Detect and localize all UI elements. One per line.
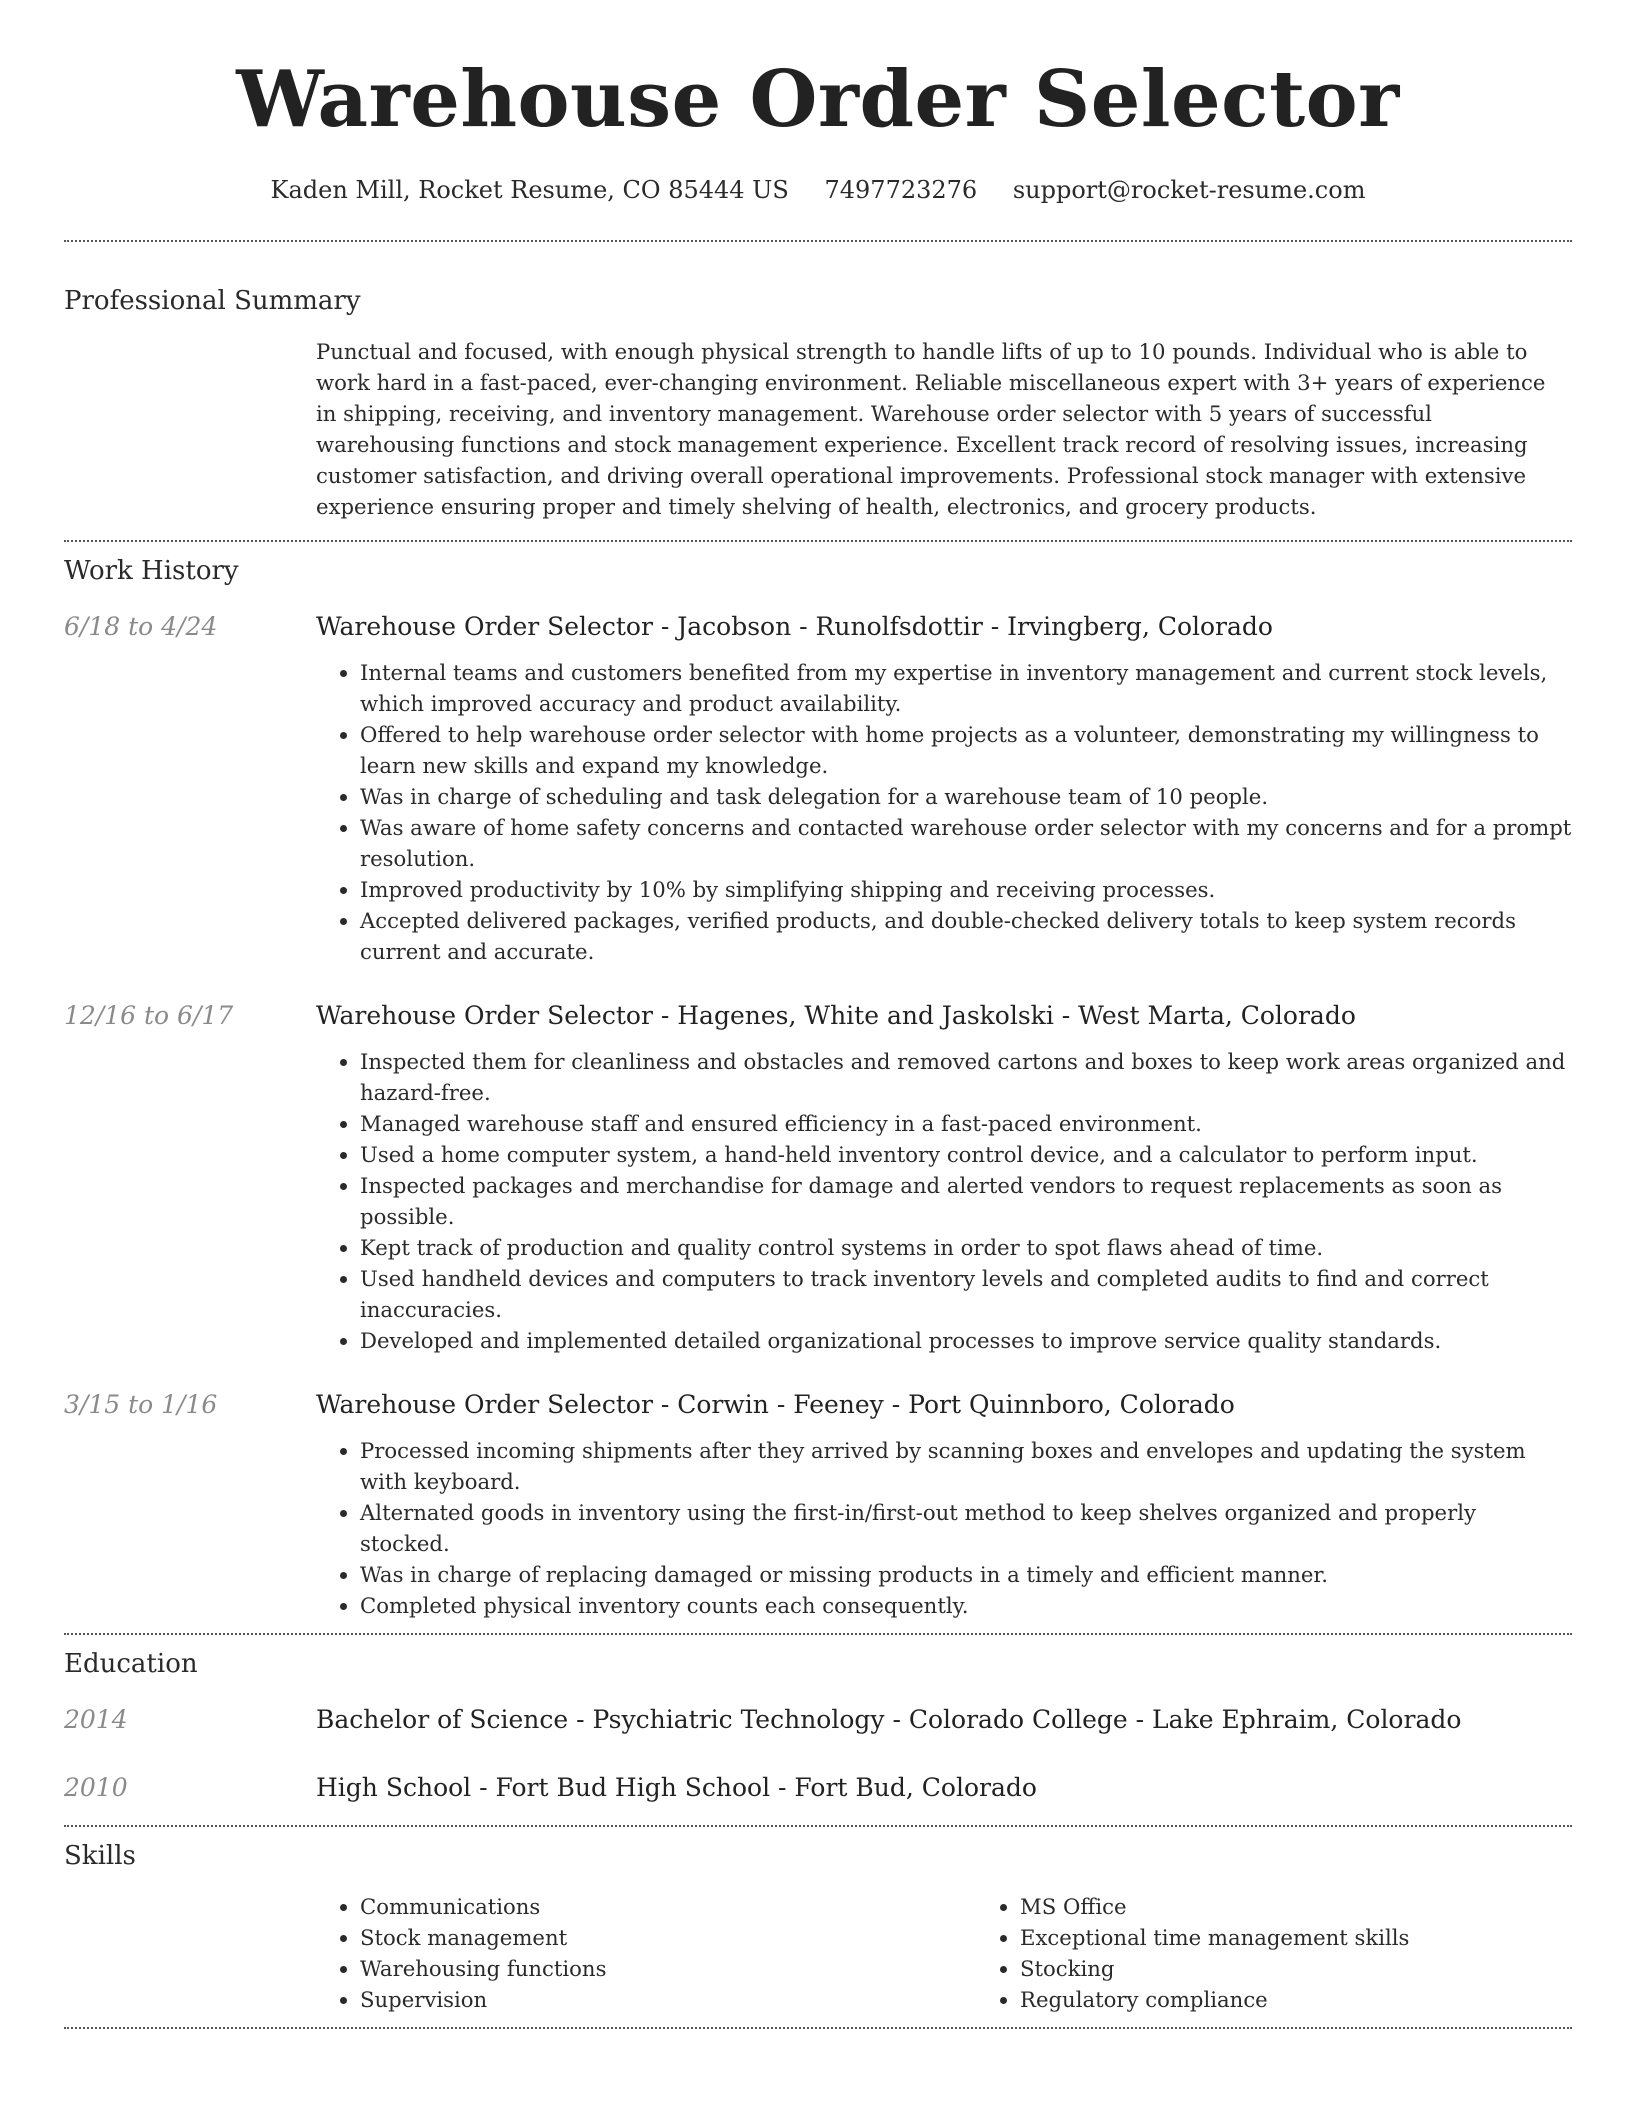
list-item: • Supervision (360, 1984, 976, 2015)
divider (64, 1825, 1572, 1827)
education-year: 2010 (64, 1773, 128, 1802)
contact-email: support@rocket-resume.com (1012, 176, 1366, 204)
list-item: • Was aware of home safety concerns and contacted warehouse order selector with my concerns and for a prompt resolution. (360, 812, 1572, 874)
job-title: Warehouse Order Selector - Jacobson - Runolfsdottir - Irvingberg, Colorado (316, 612, 1273, 641)
education-section (64, 1647, 1572, 1805)
divider (64, 2027, 1572, 2029)
job-dates: 12/16 to 6/17 (64, 1001, 234, 1030)
list-item: • Alternated goods in inventory using the first-in/first-out method to keep shelves organized and properly stocked. (360, 1497, 1572, 1559)
education-year: 2014 (64, 1705, 128, 1734)
job-title: Warehouse Order Selector - Corwin - Feeney - Port Quinnboro, Colorado (316, 1390, 1235, 1419)
list-item: • MS Office (1020, 1891, 1632, 1922)
list-item: • Was in charge of replacing damaged or missing products in a timely and efficient manner. (360, 1559, 1572, 1590)
section-title-skills: Skills (64, 1841, 136, 1871)
list-item: • Kept track of production and quality control systems in order to spot flaws ahead of time. (360, 1232, 1572, 1263)
contact-line (64, 174, 1572, 206)
job-title: Warehouse Order Selector - Hagenes, White and Jaskolski - West Marta, Colorado (316, 1001, 1356, 1030)
divider (64, 540, 1572, 542)
job-bullets (316, 657, 1572, 967)
education-entry (64, 1703, 1572, 1737)
list-item: • Exceptional time management skills (1020, 1922, 1632, 1953)
summary-text: Punctual and focused, with enough physical strength to handle lifts of up to 10 pounds. Individual who is able to work hard in a fast-paced, ever-changing environment. Reliable miscellaneous expert with 3+ years of experience in shipping, receiving, and inventory management. Warehouse order selector with 5 years of successful warehousing functions and stock management experience. Excellent track record of resolving issues, increasing customer satisfaction, and driving overall operational improvements. Professional stock manager with extensive experience ensuring proper and timely shelving of health, electronics, and grocery products. (316, 339, 1546, 519)
summary-section (64, 284, 1572, 522)
skills-list-left (316, 1891, 976, 2015)
list-item: • Internal teams and customers benefited from my expertise in inventory management and current stock levels, which improved accuracy and product availability. (360, 657, 1572, 719)
list-item: • Developed and implemented detailed organizational processes to improve service quality standards. (360, 1325, 1572, 1356)
resume-page (64, 0, 1572, 2029)
list-item: • Used a home computer system, a hand-held inventory control device, and a calculator to perform input. (360, 1139, 1572, 1170)
list-item: • Inspected them for cleanliness and obstacles and removed cartons and boxes to keep work areas organized and hazard-free. (360, 1046, 1572, 1108)
section-title-work-history: Work History (64, 556, 239, 586)
job-bullets (316, 1435, 1572, 1621)
list-item: • Offered to help warehouse order selector with home projects as a volunteer, demonstrating my willingness to learn new skills and expand my knowledge. (360, 719, 1572, 781)
list-item: • Communications (360, 1891, 976, 1922)
job-entry (64, 1388, 1572, 1621)
list-item: • Stocking (1020, 1953, 1632, 1984)
job-dates: 3/15 to 1/16 (64, 1390, 218, 1419)
resume-title: Warehouse Order Selector (236, 54, 1400, 145)
job-bullets (316, 1046, 1572, 1356)
skills-section (64, 1839, 1572, 2015)
list-item: • Stock management (360, 1922, 976, 1953)
job-entry (64, 610, 1572, 967)
list-item: • Was in charge of scheduling and task delegation for a warehouse team of 10 people. (360, 781, 1572, 812)
contact-phone: 7497723276 (824, 176, 978, 204)
list-item: • Accepted delivered packages, verified products, and double-checked delivery totals to keep system records current and accurate. (360, 905, 1572, 967)
skills-list-right (976, 1891, 1632, 2015)
section-title-summary: Professional Summary (64, 286, 361, 316)
divider (64, 1633, 1572, 1635)
list-item: • Regulatory compliance (1020, 1984, 1632, 2015)
job-entry (64, 999, 1572, 1356)
resume-header (64, 0, 1572, 206)
education-text: Bachelor of Science - Psychiatric Technology - Colorado College - Lake Ephraim, Colorado (316, 1705, 1462, 1734)
job-dates: 6/18 to 4/24 (64, 612, 218, 641)
list-item: • Processed incoming shipments after they arrived by scanning boxes and envelopes and updating the system with keyboard. (360, 1435, 1572, 1497)
list-item: • Inspected packages and merchandise for damage and alerted vendors to request replacements as soon as possible. (360, 1170, 1572, 1232)
list-item: • Used handheld devices and computers to track inventory levels and completed audits to find and correct inaccuracies. (360, 1263, 1572, 1325)
list-item: • Improved productivity by 10% by simplifying shipping and receiving processes. (360, 874, 1572, 905)
contact-address: Kaden Mill, Rocket Resume, CO 85444 US (270, 176, 789, 204)
education-entry (64, 1771, 1572, 1805)
list-item: • Completed physical inventory counts each consequently. (360, 1590, 1572, 1621)
list-item: • Warehousing functions (360, 1953, 976, 1984)
list-item: • Managed warehouse staff and ensured efficiency in a fast-paced environment. (360, 1108, 1572, 1139)
work-history-section (64, 554, 1572, 1621)
section-title-education: Education (64, 1649, 198, 1679)
education-text: High School - Fort Bud High School - Fort Bud, Colorado (316, 1773, 1037, 1802)
divider (64, 240, 1572, 242)
